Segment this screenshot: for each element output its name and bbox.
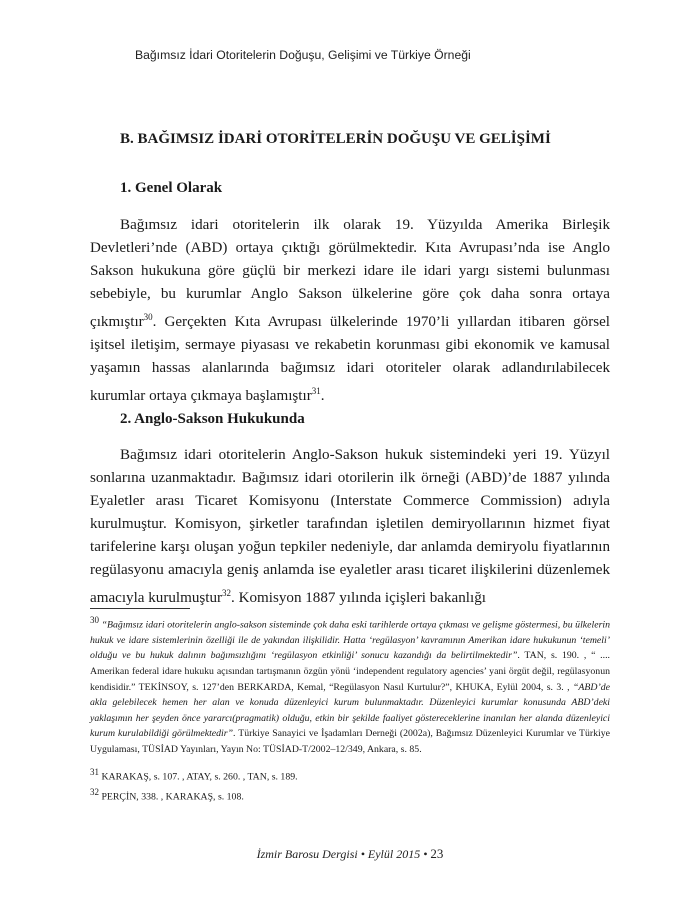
footnote-number: 31 (90, 767, 99, 777)
footnote-30 (90, 613, 610, 758)
footnote-ref-30: 30 (143, 312, 153, 322)
page-footer (0, 846, 700, 862)
footnote-ref-31: 31 (311, 386, 321, 397)
section-heading: B. BAĞIMSIZ İDARİ OTORİTELERİN DOĞUŞU VE GELİŞİMİ (120, 131, 551, 147)
paragraph-text: Bağımsız idari otoritelerin ilk olarak 19. Yüzyılda Amerika Birleşik Devletleri’nde (ABD) ortaya çıktığı görülmektedir. Kıta Avrupası’nda ise Anglo Sakson hukukuna göre güçlü bir merkezi idare ile idari yargı sistemi bulunması sebebiyle, bu kurumlar Anglo Sakson ülkelerine göre çok daha sonra ortaya çıkmıştır (90, 217, 610, 331)
footnote-text: PERÇİN, 338. , KARAKAŞ, s. 108. (101, 791, 244, 803)
footnote-text: . Türkiye Sanayici ve İşadamları Derneği (2002a), Bağımsız Düzenleyici Kurumlar ve Türkiye Uygulaması, TÜSİAD Yayınları, Yayın No: TÜSİAD-T/2002–12/349, Ankara, s. 85. (90, 728, 611, 756)
paragraph-text: . Gerçekten Kıta Avrupası ülkelerinde 1970’li yıllardan itibaren görsel işitsel iletişim, sermaye piyasası ve rekabetin korunması gibi ekonomik ve kamusal yaşamın hassas alanlarında bağımsız idari otoriteler olarak adlandırılabilecek kurumlar ortaya çıkmaya başlamıştır (90, 314, 610, 405)
subsection-heading-anglo-saxon: 2. Anglo-Sakson Hukukunda (120, 411, 305, 427)
footnote-text: KARAKAŞ, s. 107. , ATAY, s. 260. , TAN, s. 189. (101, 771, 298, 783)
paragraph-anglo-saxon (90, 444, 610, 610)
footer-journal: İzmir Barosu Dergisi • Eylül 2015 • (256, 847, 428, 861)
page-number: 23 (430, 846, 444, 861)
paragraph-text: . Komisyon 1887 yılında içişleri bakanlığı (231, 590, 486, 607)
paragraph-general (90, 214, 610, 408)
paragraph-text: . (320, 388, 325, 405)
footnote-divider (90, 608, 190, 609)
footnote-ref-32: 32 (222, 588, 232, 598)
footnote-quote: “ABD’de akla gelebilecek hemen her alan ve konuda düzenleyici kurum bulunmaktadır. Düzenleyici kurumlar konusunda ABD’deki yaklaşımın her şeyden önce yararcı(pragmatik) olduğu, etkin bir şekilde faaliyet göstereceklerine inanılan her alanda düzenleyici kurum kurulabildiği görülmektedir” (90, 681, 610, 740)
footnote-31 (90, 765, 610, 785)
footnote-quote: “Bağımsız idari otoritelerin anglo-sakson sisteminde çok daha eski tarihlerde ortaya çıkması ve gelişme göstermesi, bu ülkelerin hukuk ve idare sistemlerinin özelliği ile de yakından ilişkilidir. Hatta ‘regülasyon’ kavramının Amerikan idare hukukunun ‘temeli’ olduğu ve bu hukuk dalının bağımsızlığını ‘regülasyon etkinliği’ sonucu kazandığı da belirtilmektedir” (90, 619, 610, 662)
footnote-number: 30 (90, 615, 99, 625)
footnote-text: . TAN, s. 190. , “ .... Amerikan federal idare hukuku açısından tartışmanın özgün yönü ‘independent regulatory agencies’ yani örgüt değil, regülasyonun kendisidir.” TEKİNSOY, s. 127’den BERKARDA, Kemal, “Regülasyon Nasıl Kurtulur?”, KHUKA, Eylül 2004, s. 3. , (90, 650, 610, 693)
paragraph-text: Bağımsız idari otoritelerin Anglo-Sakson hukuk sistemindeki yeri 19. Yüzyıl sonlarına uzanmaktadır. Bağımsız idari otorilerin ilk örneği (ABD)’de 1887 yılında Eyaletler arası Ticaret Komisyonu (Interstate Commerce Commission) adıyla kurulmuştur. Komisyon, şirketler tarafından işletilen demiryollarının hizmet fiyat tarifelerine karşı oluşan yoğun tepkiler nedeniyle, dar anlamda demiryolu fiyatlarının regülasyonu amacıyla geniş anlamda ise eyaletler arası ticaret ilişkilerini düzenlemek amacıyla kurulmuştur (90, 447, 610, 607)
footnote-number: 32 (90, 787, 99, 797)
subsection-heading-general: 1. Genel Olarak (120, 180, 223, 196)
footnote-32 (90, 785, 610, 805)
running-head: Bağımsız İdari Otoritelerin Doğuşu, Gelişimi ve Türkiye Örneği (135, 48, 471, 62)
